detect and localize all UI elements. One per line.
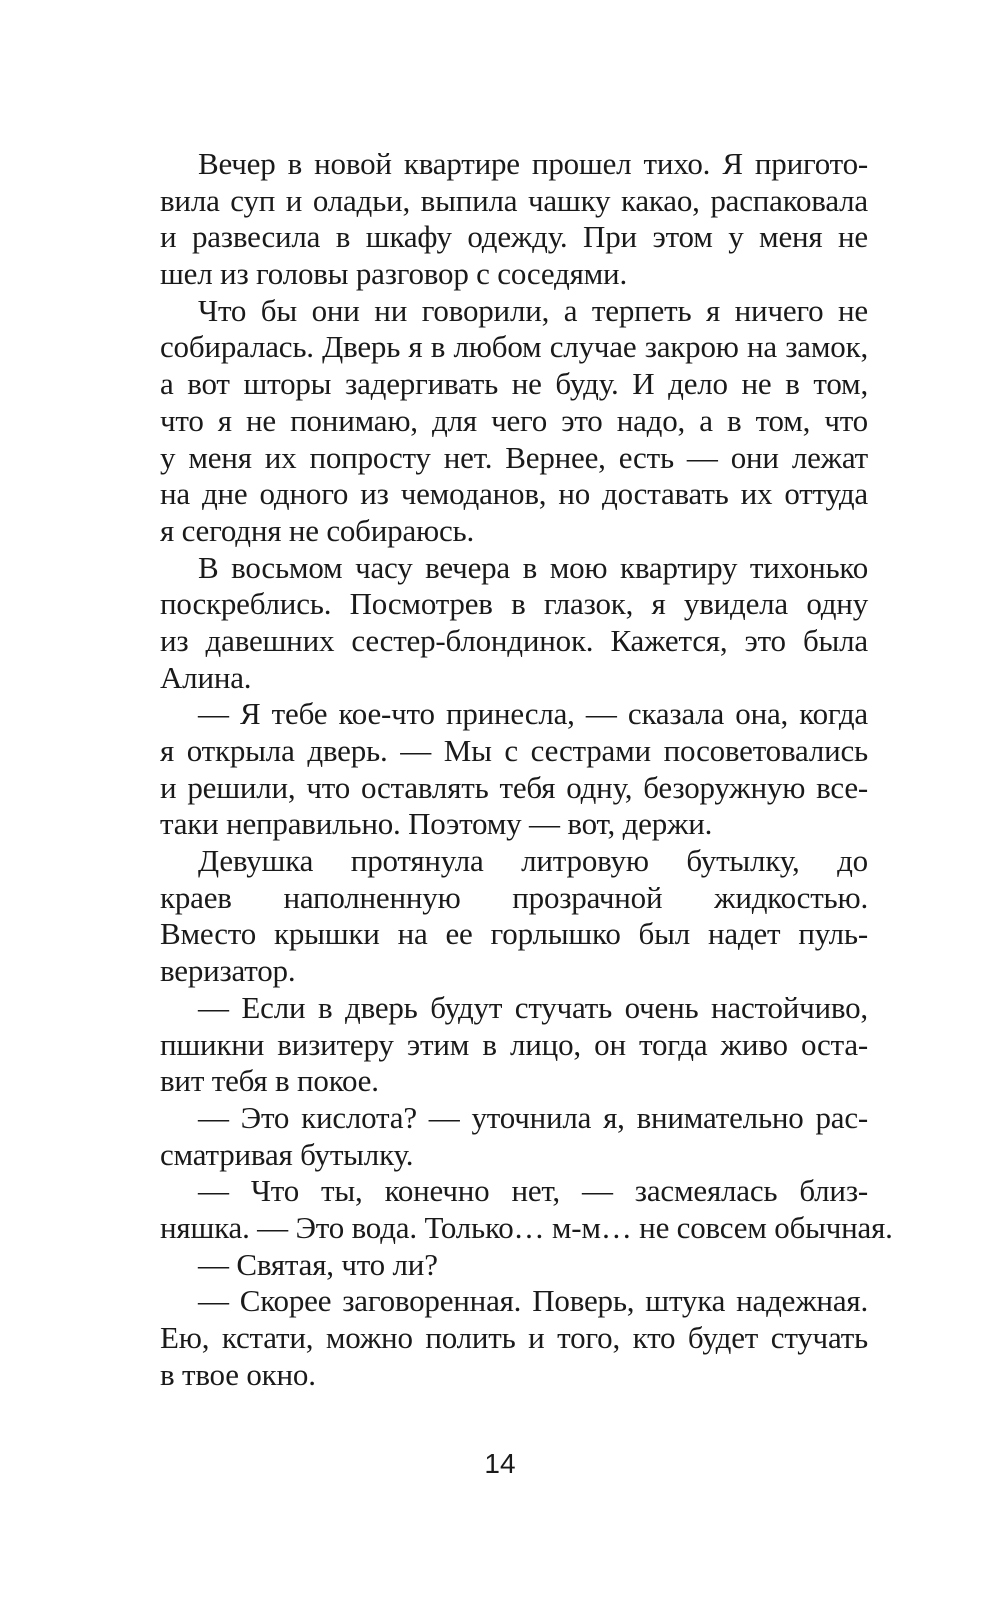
text-line: Ею, кстати, можно полить и того, кто будет стучать: [160, 1320, 868, 1355]
text-line: краев наполненную прозрачной жидкостью.: [160, 879, 868, 915]
paragraph: [160, 550, 868, 697]
text-line: Вечер в новой квартире прошел тихо. Я пригото-: [198, 146, 868, 181]
text-line: Вместо крышки на ее горлышко был надет пуль-: [160, 916, 868, 952]
text-line: вила суп и оладьи, выпила чашку какао, распаковала: [160, 182, 868, 218]
paragraph: [160, 843, 868, 990]
text-line: вит тебя в покое.: [160, 1063, 379, 1099]
text-line: — Что ты, конечно нет, — засмеялась близ-: [198, 1173, 868, 1209]
paragraph: [160, 146, 868, 293]
text-line: — Если в дверь будут стучать очень настойчиво,: [198, 989, 868, 1025]
text-line: на дне одного из чемоданов, но доставать их оттуда: [160, 476, 868, 512]
text-line: Девушка протянула литровую бутылку, до: [198, 843, 868, 879]
page-number: 14: [484, 1448, 516, 1479]
paragraph: [160, 990, 868, 1100]
text-line: я открыла дверь. — Мы с сестрами посоветовались: [160, 733, 868, 768]
text-line: у меня их попросту нет. Вернее, есть — они лежат: [160, 439, 868, 475]
text-line: поскреблись. Посмотрев в глазок, я увидела одну: [160, 586, 868, 622]
text-line: — Скорее заговоренная. Поверь, штука надежная.: [198, 1283, 868, 1319]
text-line: сматривая бутылку.: [160, 1136, 414, 1172]
text-line: — Это кислота? — уточнила я, внимательно рас-: [198, 1099, 868, 1135]
text-line: в твое окно.: [160, 1356, 316, 1392]
paragraph: [160, 1100, 868, 1173]
text-line: и решили, что оставлять тебя одну, безоружную все-: [160, 769, 868, 805]
text-line: из давешних сестер-блондинок. Кажется, это была: [160, 622, 868, 658]
text-line: — Святая, что ли?: [198, 1246, 438, 1282]
text-line: — Я тебе кое-что принесла, — сказала она, когда: [198, 696, 868, 732]
text-line: няшка. — Это вода. Только… м-м… не совсем обычная.: [160, 1209, 893, 1245]
text-line: В восьмом часу вечера в мою квартиру тихонько: [198, 549, 868, 585]
paragraph: [160, 293, 868, 550]
body-text: [160, 146, 893, 1393]
text-line: а вот шторы задергивать не буду. И дело не в том,: [160, 366, 868, 402]
text-line: шел из головы разговор с соседями.: [160, 256, 627, 292]
text-line: что я не понимаю, для чего это надо, а в том, что: [160, 402, 868, 438]
text-line: пшикни визитеру этим в лицо, он тогда живо оста-: [160, 1026, 868, 1062]
text-line: Что бы они ни говорили, а терпеть я ничего не: [198, 292, 868, 328]
text-line: собиралась. Дверь я в любом случае закрою на замок,: [160, 329, 868, 365]
paragraph: [160, 1247, 868, 1284]
paragraph: [160, 1283, 868, 1393]
text-line: веризатор.: [160, 953, 296, 989]
paragraph: [160, 1173, 893, 1246]
text-line: и развесила в шкафу одежду. При этом у меня не: [160, 219, 868, 255]
text-line: таки неправильно. Поэтому — вот, держи.: [160, 806, 713, 842]
text-line: я сегодня не собираюсь.: [160, 512, 475, 548]
text-line: Алина.: [160, 659, 252, 695]
paragraph: [160, 696, 868, 843]
